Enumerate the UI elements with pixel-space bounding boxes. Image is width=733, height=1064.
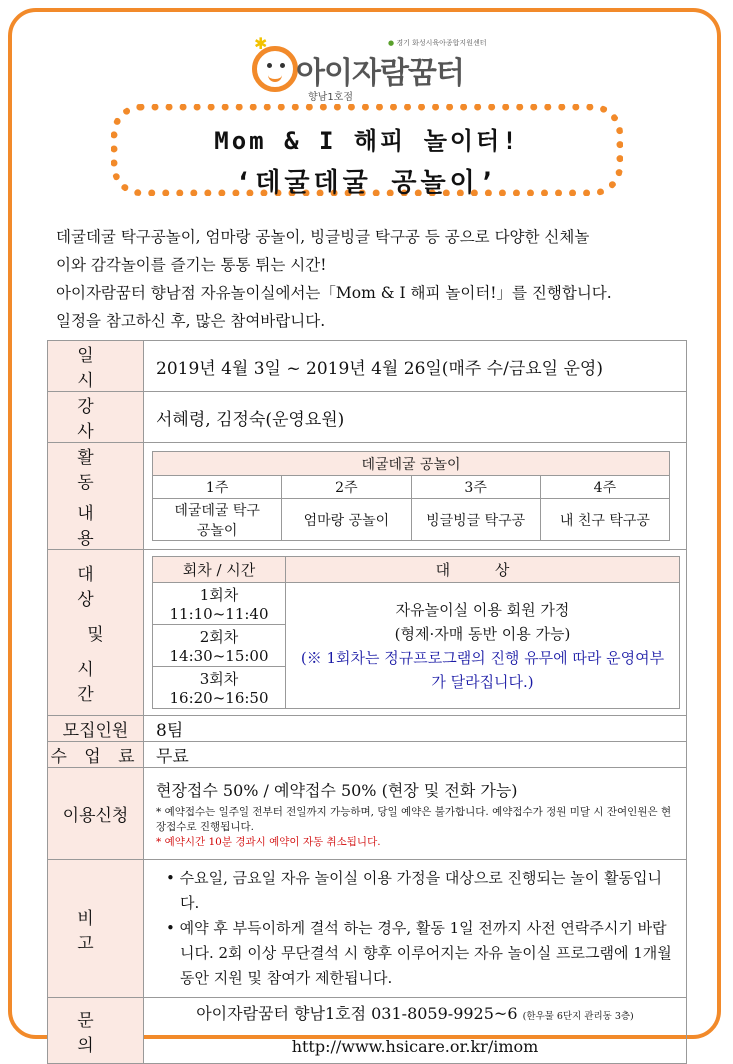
row-schedule: [48, 341, 687, 392]
session-table: [152, 556, 680, 709]
intro-line: 아이자람꿈터 향남점 자유놀이실에서는「Mom & I 해피 놀이터!」를 진행합니다.: [56, 284, 612, 302]
week-label: 1주: [153, 476, 282, 499]
list-item: • 수요일, 금요일 자유 놀이실 이용 가정을 대상으로 진행되는 놀이 활동입니다.: [166, 869, 662, 912]
title-line1: Mom & I 해피 놀이터!: [214, 127, 520, 155]
fee-label: 수 업 료: [50, 747, 141, 767]
row-instructor: [48, 392, 687, 443]
schedule-label: 일 시: [77, 346, 114, 391]
remarks-label: 비 고: [77, 908, 114, 954]
recruit-value: 8팀: [144, 716, 687, 742]
activity-table: [152, 451, 670, 541]
logo-org: ● 경기 화성시육아종합지원센터: [388, 39, 487, 47]
apply-main: 현장접수 50% / 예약접수 50% (현장 및 전화 가능): [156, 780, 518, 800]
row-recruit: [48, 716, 687, 742]
apply-label: 이용신청: [48, 768, 144, 860]
week-label: 4주: [540, 476, 669, 499]
fee-value: 무료: [144, 742, 687, 768]
inquiry-label: 문 의: [77, 1010, 114, 1056]
apply-note-1: * 예약접수는 일주일 전부터 전일까지 가능하며, 당일 예약은 불가합니다. 예약접수가 정원 미달 시 잔여인원은 현장접수로 진행됩니다.: [156, 805, 672, 833]
list-item: • 예약 후 부득이하게 결석 하는 경우, 활동 1일 전까지 사전 연락주시기 바랍니다. 2회 이상 무단결석 시 향후 이루어지는 자유 놀이실 프로그램에 1개월 동안 지원 및 참여가 제한됩니다.: [166, 919, 672, 987]
target-desc: [286, 583, 680, 709]
schedule-value: 2019년 4월 3일 ~ 2019년 4월 26일(매주 수/금요일 운영): [144, 341, 687, 392]
intro-line: 일정을 참고하신 후, 많은 참여바랍니다.: [56, 312, 326, 330]
session-cell: 3회차 16:20~16:50: [153, 667, 286, 709]
row-fee: [48, 742, 687, 768]
activity-label-2: 내 용: [77, 504, 114, 549]
remarks-list: [144, 866, 686, 991]
title-line2: ‘데굴데굴 공놀이’: [235, 168, 499, 198]
face-icon: [252, 46, 298, 92]
apply-note-2: * 예약시간 10분 경과시 예약이 자동 취소됩니다.: [156, 835, 381, 848]
logo-branch: 향남1호점: [308, 92, 354, 103]
title-box: [111, 104, 623, 196]
week-activity: 빙글빙글 탁구공: [411, 499, 540, 541]
intro-line: 이와 감각놀이를 즐기는 통통 튀는 시간!: [56, 256, 327, 274]
row-activity: [48, 443, 687, 550]
target-desc-2: (형제·자매 동반 이용 가능): [394, 624, 571, 643]
row-apply: [48, 768, 687, 860]
star-icon: ✱: [254, 34, 268, 53]
recruit-label: 모집인원: [48, 716, 144, 742]
activity-header: 데굴데굴 공놀이: [153, 452, 670, 476]
instructor-label: 강 사: [77, 397, 114, 442]
week-activity: 내 친구 탁구공: [540, 499, 669, 541]
session-col-header: 회차 / 시간: [153, 557, 286, 583]
inquiry-url[interactable]: http://www.hsicare.or.kr/imom: [291, 1037, 539, 1056]
target-col-header: 대 상: [435, 561, 530, 579]
week-activity: 데굴데굴 탁구공놀이: [153, 499, 282, 541]
logo-brand: 아이자람꿈터: [296, 56, 464, 91]
row-inquiry: [48, 998, 687, 1064]
week-activity: 엄마랑 공놀이: [282, 499, 411, 541]
inquiry-line: 아이자람꿈터 향남1호점 031-8059-9925~6 (한우물 6단지 관리동 3층): [196, 1004, 634, 1023]
target-note: (※ 1회차는 정규프로그램의 진행 유무에 따라 운영여부가 달라집니다.): [300, 648, 665, 691]
target-desc-1: 자유놀이실 이용 회원 가정: [395, 600, 570, 619]
target-label-2: 및: [87, 625, 104, 645]
week-label: 3주: [411, 476, 540, 499]
session-cell: 2회차 14:30~15:00: [153, 625, 286, 667]
session-cell: 1회차 11:10~11:40: [153, 583, 286, 625]
activity-label-1: 활 동: [77, 448, 114, 493]
intro-line: 데굴데굴 탁구공놀이, 엄마랑 공놀이, 빙글빙글 탁구공 등 공으로 다양한 신체놀: [56, 228, 590, 246]
inquiry-address: (한우물 6단지 관리동 3층): [522, 1011, 634, 1022]
logo: [250, 34, 500, 104]
info-table: [47, 340, 687, 1064]
instructor-value: 서혜령, 김정숙(운영요원): [144, 392, 687, 443]
row-remarks: [48, 860, 687, 998]
row-target: [48, 550, 687, 716]
target-label-3: 시 간: [77, 660, 114, 705]
target-label-1: 대 상: [77, 565, 114, 610]
intro-text: [56, 223, 686, 335]
week-label: 2주: [282, 476, 411, 499]
